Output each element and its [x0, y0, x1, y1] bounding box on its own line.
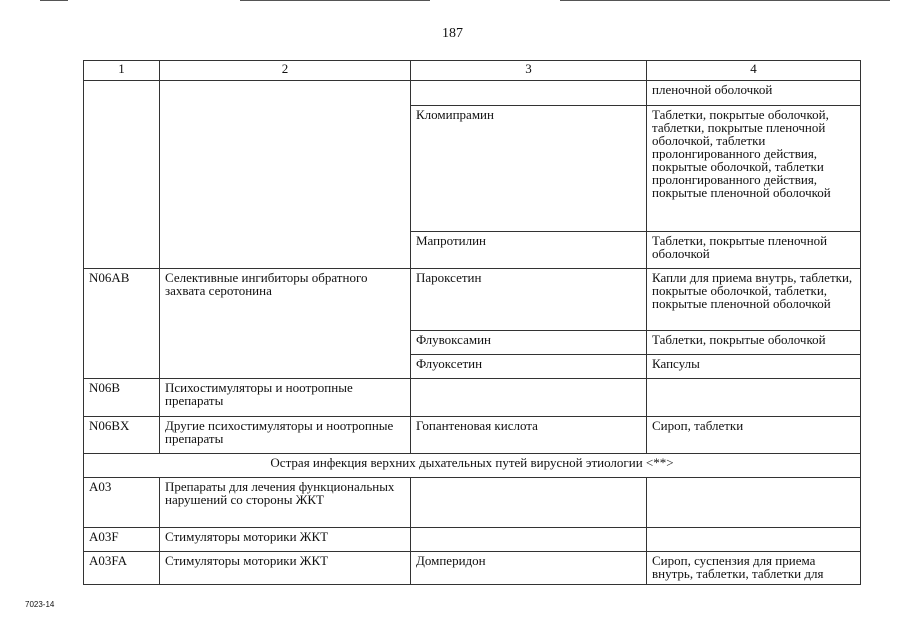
section-title: Острая инфекция верхних дыхательных путей вирусной этиологии <**>	[84, 454, 861, 478]
group-cell: Стимуляторы моторики ЖКТ	[160, 552, 411, 585]
form-cell: пленочной оболочкой	[647, 81, 861, 106]
footer-code: 7023-14	[25, 600, 55, 609]
form-cell: Сироп, таблетки	[647, 417, 861, 454]
drug-cell	[411, 528, 647, 552]
group-cell: Психостимуляторы и ноотропные препараты	[160, 379, 411, 417]
drug-cell	[411, 478, 647, 528]
form-cell: Капли для приема внутрь, таблетки, покрытые оболочкой, таблетки, покрытые пленочной оболочкой	[647, 269, 861, 331]
table-row	[84, 81, 861, 106]
form-cell: Таблетки, покрытые пленочной оболочкой	[647, 232, 861, 269]
table-row	[84, 269, 861, 331]
column-header: 4	[647, 61, 861, 81]
group-cell: Стимуляторы моторики ЖКТ	[160, 528, 411, 552]
table-row	[84, 528, 861, 552]
drug-cell: Гопантеновая кислота	[411, 417, 647, 454]
drug-cell: Флуоксетин	[411, 355, 647, 379]
form-cell: Таблетки, покрытые оболочкой, таблетки, покрытые пленочной оболочкой, таблетки пролонгированного действия, покрытые оболочкой, таблетки пролонгированного действия, покрытые пленочной оболочкой	[647, 106, 861, 232]
column-header: 1	[84, 61, 160, 81]
form-cell	[647, 478, 861, 528]
form-cell: Сироп, суспензия для приема внутрь, таблетки, таблетки для	[647, 552, 861, 585]
drug-cell: Домперидон	[411, 552, 647, 585]
group-cell: Препараты для лечения функциональных нарушений со стороны ЖКТ	[160, 478, 411, 528]
table-row	[84, 379, 861, 417]
code-cell: N06B	[84, 379, 160, 417]
top-rule-left	[40, 0, 68, 1]
code-cell: A03FA	[84, 552, 160, 585]
drug-cell: Кломипрамин	[411, 106, 647, 232]
form-cell: Таблетки, покрытые оболочкой	[647, 331, 861, 355]
table-header-row	[84, 61, 861, 81]
form-cell: Капсулы	[647, 355, 861, 379]
section-row	[84, 454, 861, 478]
table-row	[84, 417, 861, 454]
drug-table	[83, 60, 861, 585]
code-cell: A03	[84, 478, 160, 528]
form-cell	[647, 528, 861, 552]
page-number: 187	[442, 26, 463, 41]
code-cell: A03F	[84, 528, 160, 552]
top-rule-mid	[240, 0, 430, 1]
drug-cell: Флувоксамин	[411, 331, 647, 355]
form-cell	[647, 379, 861, 417]
column-header: 3	[411, 61, 647, 81]
code-cell: N06AB	[84, 269, 160, 379]
drug-cell: Мапротилин	[411, 232, 647, 269]
top-rule-right	[560, 0, 890, 1]
drug-cell	[411, 379, 647, 417]
drug-cell	[411, 81, 647, 106]
group-cell	[160, 81, 411, 269]
column-header: 2	[160, 61, 411, 81]
code-cell: N06BX	[84, 417, 160, 454]
group-cell: Другие психостимуляторы и ноотропные препараты	[160, 417, 411, 454]
group-cell: Селективные ингибиторы обратного захвата серотонина	[160, 269, 411, 379]
table-row	[84, 552, 861, 585]
code-cell	[84, 81, 160, 269]
table-row	[84, 478, 861, 528]
drug-cell: Пароксетин	[411, 269, 647, 331]
